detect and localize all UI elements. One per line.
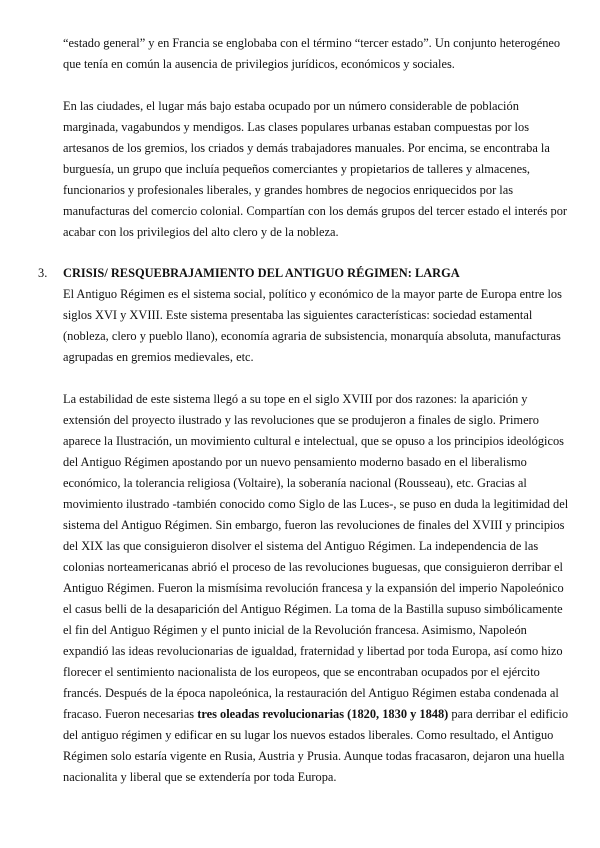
- section-number: 3.: [38, 266, 48, 280]
- paragraph-stability-text-1: La estabilidad de este sistema llegó a su tope en el siglo XVIII por dos razones: la aparición y extensión del proyecto ilustrado y las revoluciones que se produjeron a finales de siglo. Primero aparece la Ilustración, un movimiento cultural e intelectual, que se opuso a los principios ideológicos del Antiguo Régimen apostando por un nuevo pensamiento moderno basado en el liberalismo económico, la tolerancia religiosa (Voltaire), la soberanía nacional (Rousseau), etc. Gracias al movimiento ilustrado -también conocido como Siglo de las Luces-, se puso en duda la legitimidad del sistema del Antiguo Régimen. Sin embargo, fueron las revoluciones de finales del XVIII y principios del XIX las que consiguieron disolver el sistema del Antiguo Régimen. La independencia de las colonias norteamericanas abrió el proceso de las revoluciones buguesas, que consiguieron derribar el Antiguo Régimen. Fueron la mismísima revolución francesa y la expansión del imperio Napoleónico el casus belli de la desaparición del Antiguo Régimen. La toma de la Bastilla supuso simbólicamente el fin del Antiguo Régimen y el punto inicial de la Revolución francesa. Asimismo, Napoleón expandió las ideas revolucionarias de igualdad, fraternidad y libertad por toda Europa, así como hizo florecer el sentimiento nacionalista de los europeos, que se encontraban ocupados por el ejército francés. Después de la época napoleónica, la restauración del Antiguo Régimen estaba condenada al fracaso. Fueron necesarias: [63, 392, 569, 721]
- paragraph-ancien-regime: El Antiguo Régimen es el sistema social, político y económico de la mayor parte de Europa entre los siglos XVI y XVIII. Este sistema presentaba las siguientes características: sociedad estamental (nobleza, clero y pueblo llano), economía agraria de subsistencia, monarquía absoluta, manufacturas agrupadas en gremios medievales, etc.: [63, 287, 562, 364]
- paragraph-stability-bold: tres oleadas revolucionarias (1820, 1830 y 1848): [197, 707, 449, 721]
- paragraph-stability-text-2: para derribar el edificio del antiguo régimen y edificar en su lugar los nuevos estados liberales. Como resultado, el Antiguo Régimen solo estaría vigente en Rusia, Austria y Prusia. Aunque todas fracasaron, dejaron una huella nacionalita y liberal que se extendería por toda Europa.: [63, 707, 569, 784]
- paragraph-third-estate: “estado general” y en Francia se englobaba con el término “tercer estado”. Un conjunto heterogéneo que tenía en común la ausencia de privilegios jurídicos, económicos y sociales.: [63, 36, 561, 71]
- paragraph-cities: En las ciudades, el lugar más bajo estaba ocupado por un número considerable de población marginada, vagabundos y mendigos. Las clases populares urbanas estaban compuestas por los artesanos de los gremios, los criados y demás trabajadores manuales. Por encima, se encontraba la burguesía, un grupo que incluía pequeños comerciantes y propietarios de talleres y almacenes, funcionarios y profesionales liberales, y grandes hombres de negocios enriquecidos por las manufacturas del comercio colonial. Compartían con los demás grupos del tercer estado el interés por acabar con los privilegios del alto clero y de la nobleza.: [63, 99, 568, 239]
- paragraph-stability: [63, 389, 573, 788]
- section-title: CRISIS/ RESQUEBRAJAMIENTO DEL ANTIGUO RÉGIMEN: LARGA: [63, 266, 460, 280]
- section-heading: [38, 263, 578, 284]
